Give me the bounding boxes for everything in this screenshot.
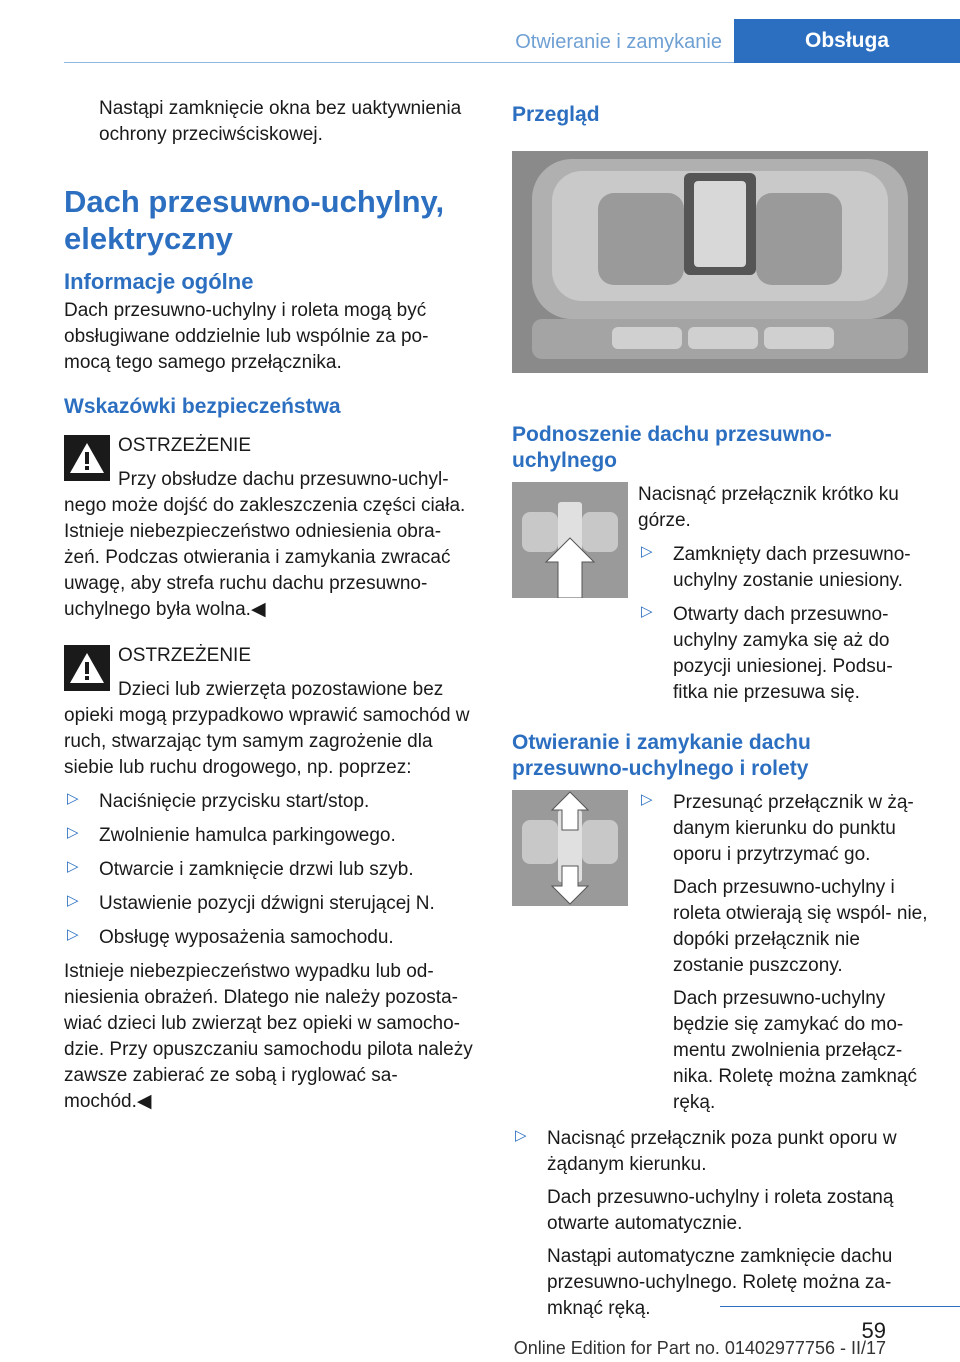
list-item: ▷ Przesunąć przełącznik w żą- danym kierunku do punktu oporu i przytrzymać go. Dach przesuwno-uchylny i roleta otwierają się wspól- nie, dopóki przełącznik nie zostanie puszczony. Dach przesuwno-uchylny będzie się zamykać do mo- mentu zwolnienia przełącz- nika. Roletę można zamknąć ręką.	[641, 791, 928, 1113]
bullet-triangle-icon: ▷	[67, 790, 79, 807]
warning-text: Przy obsłudze dachu przesuwno-uchyl- nego może dojść do zakleszczenia części ciała. Istnieje niebezpieczeństwo odniesienia obra- żeń. Podczas otwierania i zamykania zwracać uwagę, aby strefa ruchu dachu przesuwno- uchylnego była wolna.◀	[64, 469, 466, 620]
bullet-triangle-icon: ▷	[67, 824, 79, 841]
list-item: ▷ Otwarty dach przesuwno- uchylny zamyka się aż do pozycji uniesionej. Podsu- fitka nie przesuwa się.	[641, 603, 893, 703]
bullet-triangle-icon: ▷	[67, 858, 79, 875]
warning-title: OSTRZEŻENIE	[118, 645, 252, 666]
warning-block	[64, 425, 479, 623]
list-item: ▷ Ustawienie pozycji dźwigni sterującej N.	[67, 892, 435, 914]
header-section-title: Otwieranie i zamykanie	[515, 31, 722, 53]
warning-icon	[64, 645, 110, 691]
edition-text: Online Edition for Part no. 01402977756 - II/17	[513, 1338, 886, 1358]
page-number: 59	[861, 1318, 886, 1343]
general-text: Dach przesuwno-uchylny i roleta mogą być obsługiwane oddzielnie lub wspólnie za po- mocą tego samego przełącznika.	[64, 300, 429, 373]
bullet-triangle-icon: ▷	[641, 543, 653, 560]
switch-press-up-image	[512, 482, 628, 598]
bullet-triangle-icon: ▷	[515, 1127, 527, 1144]
warning-icon	[64, 435, 110, 481]
list-item: ▷ Zamknięty dach przesuwno- uchylny zostanie uniesiony.	[641, 543, 911, 591]
section-heading: Dach przesuwno-uchylny, elektryczny	[64, 184, 445, 256]
list-item: ▷ Zwolnienie hamulca parkingowego.	[67, 824, 396, 846]
bullet-triangle-icon: ▷	[641, 603, 653, 620]
safety-heading: Wskazówki bezpieczeństwa	[64, 395, 341, 418]
warning-text: Dzieci lub zwierzęta pozostawione bez opieki mogą przypadkowo wprawić samochód w ruch, stwarzając tym samym zagrożenie dla siebie lub ruchu drogowego, np. poprzez:	[64, 679, 470, 778]
list-item: ▷ Otwarcie i zamknięcie drzwi lub szyb.	[67, 858, 414, 880]
raise-heading: Podnoszenie dachu przesuwno- uchylnego	[512, 423, 832, 472]
right-column	[512, 96, 928, 1322]
list-item: ▷ Naciśnięcie przycisku start/stop.	[67, 790, 370, 812]
bullet-triangle-icon: ▷	[67, 926, 79, 943]
closing-text: Istnieje niebezpieczeństwo wypadku lub od- niesienia obrażeń. Dlatego nie należy pozosta- wiać dzieci lub zwierząt bez opieki w samocho- dzie. Przy opuszczaniu samochodu pilota należy zawsze zabierać ze sobą i ryglować sa- mochód.◀	[64, 961, 473, 1112]
header-chapter-tab: Obsługa	[734, 19, 960, 63]
switch-slide-image	[512, 790, 628, 906]
overview-heading: Przegląd	[512, 103, 600, 126]
intro-text: Nastąpi zamknięcie okna bez uaktywnienia ochrony przeciwściskowej.	[99, 98, 462, 145]
left-column	[64, 96, 479, 1115]
warning-title: OSTRZEŻENIE	[118, 435, 252, 456]
open-heading: Otwieranie i zamykanie dachu przesuwno-uchylnego i rolety	[512, 731, 811, 780]
list-item: ▷ Nacisnąć przełącznik poza punkt oporu w żądanym kierunku. Dach przesuwno-uchylny i roleta zostaną otwarte automatycznie. Nastąpi automatyczne zamknięcie dachu przesuwno-uchylnego. Roletę można za- mknąć ręką.	[515, 1127, 897, 1319]
list-item: ▷ Obsługę wyposażenia samochodu.	[67, 926, 394, 948]
bullet-triangle-icon: ▷	[641, 791, 653, 808]
bullet-triangle-icon: ▷	[67, 892, 79, 909]
warning-block	[64, 635, 479, 781]
raise-text: Nacisnąć przełącznik krótko ku górze.	[638, 484, 899, 531]
footer-line	[720, 1306, 960, 1307]
roof-control-panel-image	[512, 151, 928, 373]
general-heading: Informacje ogólne	[64, 269, 254, 294]
